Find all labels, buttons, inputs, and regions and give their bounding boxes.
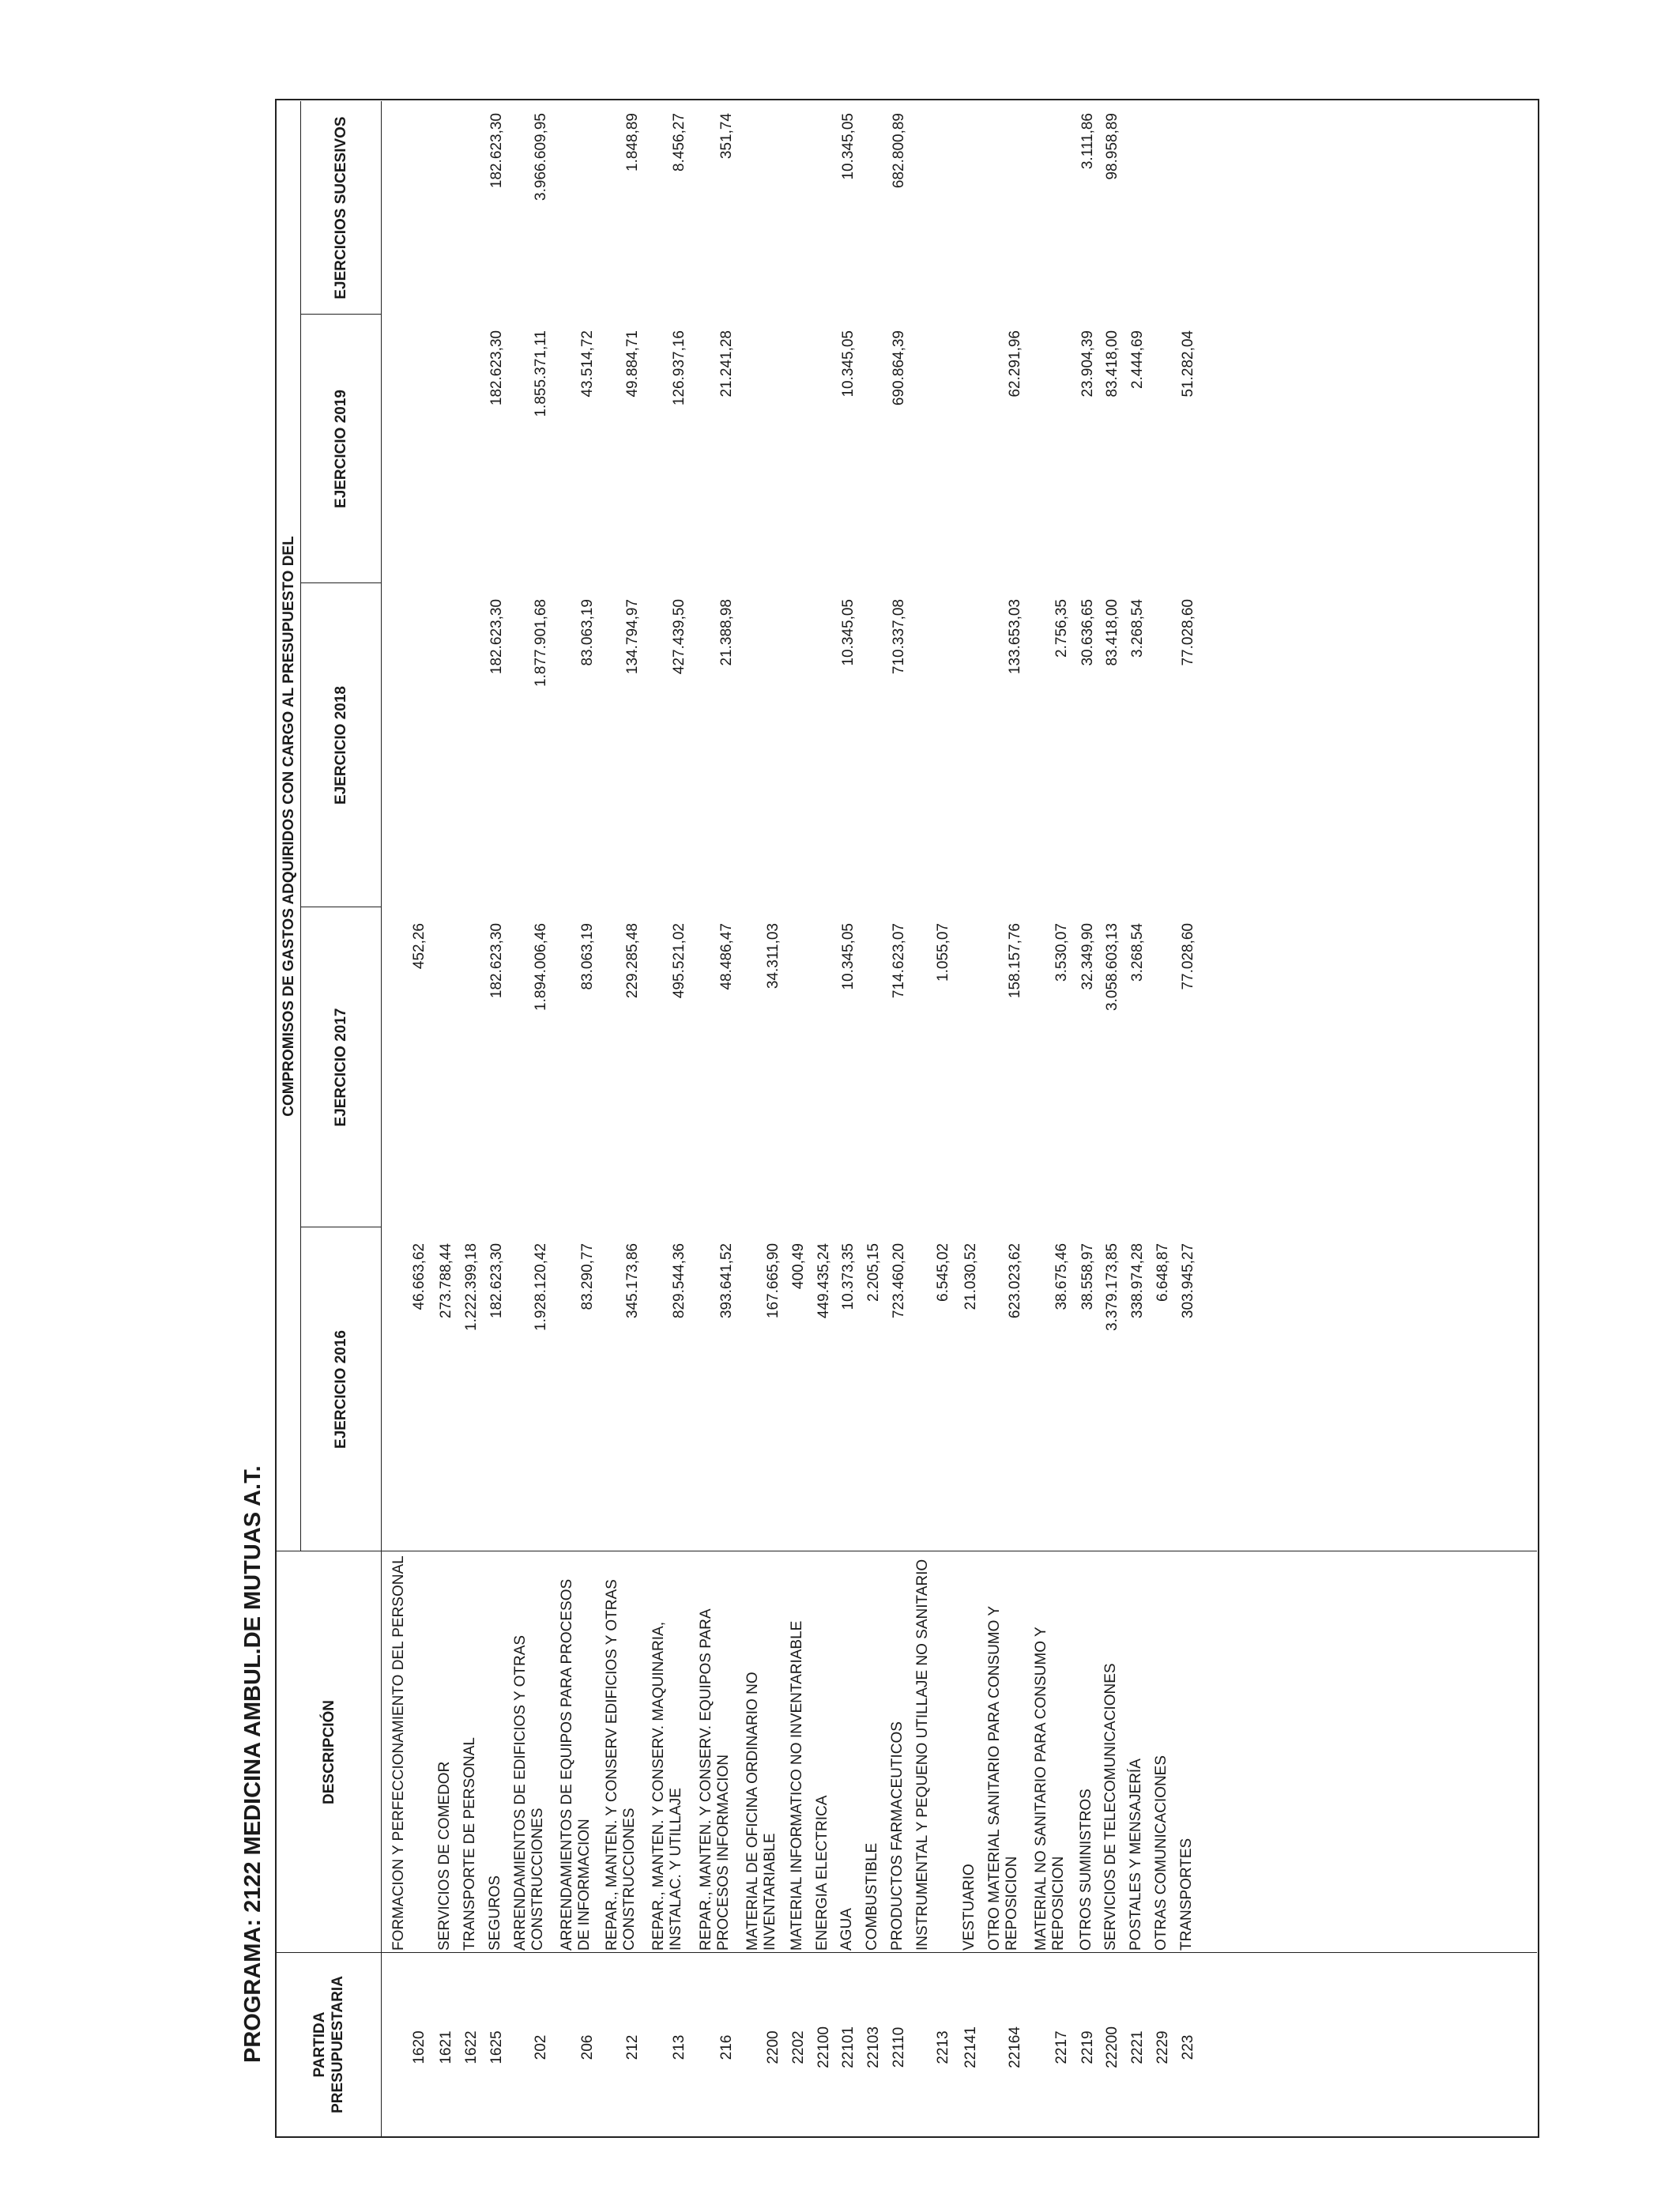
partida-code: 22103 xyxy=(865,2026,882,2068)
amount-cell: 303.945,27 xyxy=(1180,1243,1196,1319)
row-description: AGUA xyxy=(838,1908,855,1951)
commitments-table xyxy=(275,99,1539,2138)
row-description: MATERIAL NO SANITARIO PARA CONSUMO Y REPOSICION xyxy=(1033,1627,1067,1951)
amount-cell: 158.157,76 xyxy=(1007,923,1023,999)
partida-code: 212 xyxy=(624,2034,641,2060)
amount-cell: 452,26 xyxy=(411,923,428,970)
partida-code: 22100 xyxy=(816,2026,832,2068)
header-group: COMPROMISOS DE GASTOS ADQUIRIDOS CON CARGO AL PRESUPUESTO DEL xyxy=(280,536,297,1117)
partida-code: 1620 xyxy=(411,2030,428,2064)
amount-cell: 21.241,28 xyxy=(718,330,735,398)
amount-cell: 3.379.173,85 xyxy=(1104,1243,1121,1331)
partida-code: 1625 xyxy=(488,2030,505,2064)
partida-code: 22200 xyxy=(1104,2026,1121,2068)
amount-cell: 10.345,05 xyxy=(840,330,857,398)
amount-cell: 182.623,30 xyxy=(488,330,505,406)
partida-code: 2217 xyxy=(1053,2030,1070,2064)
amount-cell: 714.623,07 xyxy=(891,923,907,999)
amount-cell: 3.268,54 xyxy=(1129,923,1146,982)
amount-cell: 38.675,46 xyxy=(1053,1243,1070,1310)
amount-cell: 723.460,20 xyxy=(891,1243,907,1319)
amount-cell: 710.337,08 xyxy=(891,599,907,675)
amount-cell: 3.268,54 xyxy=(1129,599,1146,658)
column-rule-partida xyxy=(277,1952,1537,1953)
row-description: ARRENDAMIENTOS DE EDIFICIOS Y OTRAS CONSTRUCCIONES xyxy=(512,1634,546,1951)
row-description: ARRENDAMIENTOS DE EQUIPOS PARA PROCESOS DE INFORMACION xyxy=(559,1578,593,1951)
amount-cell: 77.028,60 xyxy=(1180,599,1196,666)
amount-cell: 1.055,07 xyxy=(935,923,951,982)
partida-code: 22101 xyxy=(840,2026,857,2068)
amount-cell: 345.173,86 xyxy=(624,1243,641,1319)
header-bottom-rule xyxy=(381,101,382,2136)
amount-cell: 3.058.603,13 xyxy=(1104,923,1121,1011)
partida-code: 2221 xyxy=(1129,2030,1146,2064)
partida-code: 2219 xyxy=(1079,2030,1096,2064)
row-description: SERVICIOS DE TELECOMUNICACIONES xyxy=(1102,1663,1119,1951)
amount-cell: 623.023,62 xyxy=(1007,1243,1023,1319)
document-sheet xyxy=(237,95,1545,2166)
row-description: REPAR., MANTEN. Y CONSERV. MAQUINARIA, INSTALAC. Y UTILLAJE xyxy=(650,1622,684,1951)
amount-cell: 83.063,19 xyxy=(579,923,596,990)
row-description: MATERIAL DE OFICINA ORDINARIO NO INVENTARIABLE xyxy=(744,1672,778,1951)
partida-code: 2213 xyxy=(935,2030,951,2064)
row-description: SERVICIOS DE COMEDOR xyxy=(436,1761,453,1951)
amount-cell: 8.456,27 xyxy=(671,113,687,172)
partida-code: 202 xyxy=(533,2034,549,2060)
amount-cell: 400,49 xyxy=(790,1243,807,1290)
row-description: COMBUSTIBLE xyxy=(864,1842,880,1951)
row-description: REPAR., MANTEN. Y CONSERV. EQUIPOS PARA PROCESOS INFORMACION xyxy=(698,1609,732,1951)
amount-cell: 182.623,30 xyxy=(488,599,505,675)
header-year-2017: EJERCICIO 2017 xyxy=(332,1008,349,1127)
amount-cell: 83.418,00 xyxy=(1104,330,1121,398)
partida-code: 22141 xyxy=(962,2026,979,2068)
amount-cell: 98.958,89 xyxy=(1104,113,1121,180)
partida-code: 216 xyxy=(718,2034,735,2060)
amount-cell: 23.904,39 xyxy=(1079,330,1096,398)
amount-cell: 229.285,48 xyxy=(624,923,641,999)
amount-cell: 1.928.120,42 xyxy=(533,1243,549,1331)
amount-cell: 1.848,89 xyxy=(624,113,641,172)
amount-cell: 3.530,07 xyxy=(1053,923,1070,982)
amount-cell: 30.636,65 xyxy=(1079,599,1096,666)
header-descripcion: DESCRIPCIÓN xyxy=(320,1700,337,1804)
row-description: POSTALES Y MENSAJERÍA xyxy=(1128,1759,1144,1951)
amount-cell: 3.966.609,95 xyxy=(533,113,549,201)
amount-cell: 6.648,87 xyxy=(1155,1243,1171,1302)
amount-cell: 2.756,35 xyxy=(1053,599,1070,658)
amount-cell: 682.800,89 xyxy=(891,113,907,189)
amount-cell: 393.641,52 xyxy=(718,1243,735,1319)
amount-cell: 49.884,71 xyxy=(624,330,641,398)
amount-cell: 83.063,19 xyxy=(579,599,596,666)
partida-code: 22110 xyxy=(891,2026,907,2068)
header-ejercicios-sucesivos: EJERCICIOS SUCESIVOS xyxy=(332,116,349,300)
amount-cell: 6.545,02 xyxy=(935,1243,951,1302)
partida-code: 206 xyxy=(579,2034,596,2060)
amount-cell: 21.388,98 xyxy=(718,599,735,666)
amount-cell: 829.544,36 xyxy=(671,1243,687,1319)
row-description: OTROS SUMINISTROS xyxy=(1078,1789,1094,1951)
amount-cell: 10.373,35 xyxy=(840,1243,857,1310)
amount-cell: 2.444,69 xyxy=(1129,330,1146,389)
partida-code: 1622 xyxy=(463,2030,480,2064)
program-title: PROGRAMA: 2122 MEDICINA AMBUL.DE MUTUAS A.T. xyxy=(240,1465,266,2063)
partida-code: 1621 xyxy=(438,2030,454,2064)
amount-cell: 51.282,04 xyxy=(1180,330,1196,398)
partida-code: 223 xyxy=(1180,2034,1196,2060)
amount-cell: 83.290,77 xyxy=(579,1243,596,1310)
amount-cell: 10.345,05 xyxy=(840,113,857,180)
amount-cell: 48.486,47 xyxy=(718,923,735,990)
partida-code: 2229 xyxy=(1155,2030,1171,2064)
amount-cell: 38.558,97 xyxy=(1079,1243,1096,1310)
row-description: SEGUROS xyxy=(487,1875,503,1951)
amount-cell: 134.794,97 xyxy=(624,599,641,675)
row-description: TRANSPORTES xyxy=(1178,1838,1195,1951)
partida-code: 2202 xyxy=(790,2030,807,2064)
row-description: INSTRUMENTAL Y PEQUENO UTILLAJE NO SANITARIO xyxy=(914,1559,931,1951)
partida-code: 2200 xyxy=(765,2030,782,2064)
header-year-2019: EJERCICIO 2019 xyxy=(332,390,349,508)
amount-cell: 1.222.399,18 xyxy=(463,1243,480,1331)
amount-cell: 495.521,02 xyxy=(671,923,687,999)
header-partida: PARTIDA PRESUPUESTARIA xyxy=(311,1976,346,2113)
partida-code: 213 xyxy=(671,2034,687,2060)
amount-cell: 43.514,72 xyxy=(579,330,596,398)
amount-cell: 10.345,05 xyxy=(840,599,857,666)
amount-cell: 1.894.006,46 xyxy=(533,923,549,1011)
row-description: MATERIAL INFORMATICO NO INVENTARIABLE xyxy=(789,1620,805,1951)
partida-code: 22164 xyxy=(1007,2026,1023,2068)
amount-cell: 1.877.901,68 xyxy=(533,599,549,687)
amount-cell: 126.937,16 xyxy=(671,330,687,406)
amount-cell: 83.418,00 xyxy=(1104,599,1121,666)
amount-cell: 351,74 xyxy=(718,113,735,160)
amount-cell: 690.864,39 xyxy=(891,330,907,406)
amount-cell: 34.311,03 xyxy=(765,923,782,990)
header-year-2016: EJERCICIO 2016 xyxy=(332,1330,349,1449)
amount-cell: 182.623,30 xyxy=(488,923,505,999)
amount-cell: 21.030,52 xyxy=(962,1243,979,1310)
amount-cell: 2.205,15 xyxy=(865,1243,882,1302)
row-description: PRODUCTOS FARMACEUTICOS xyxy=(889,1721,906,1951)
amount-cell: 133.653,03 xyxy=(1007,599,1023,675)
amount-cell: 62.291,96 xyxy=(1007,330,1023,398)
amount-cell: 273.788,44 xyxy=(438,1243,454,1319)
amount-cell: 3.111,86 xyxy=(1079,113,1096,170)
row-description: OTRAS COMUNICACIONES xyxy=(1153,1755,1170,1951)
amount-cell: 46.663,62 xyxy=(411,1243,428,1310)
row-description: FORMACION Y PERFECCIONAMIENTO DEL PERSONAL xyxy=(390,1555,407,1951)
amount-cell: 32.349,90 xyxy=(1079,923,1096,990)
amount-cell: 338.974,28 xyxy=(1129,1243,1146,1319)
amount-cell: 182.623,30 xyxy=(488,113,505,189)
row-description: ENERGIA ELECTRICA xyxy=(814,1795,831,1951)
row-description: REPAR., MANTEN. Y CONSERV EDIFICIOS Y OTRAS CONSTRUCCIONES xyxy=(604,1579,638,1951)
row-description: VESTUARIO xyxy=(961,1864,977,1951)
amount-cell: 182.623,30 xyxy=(488,1243,505,1319)
row-description: TRANSPORTE DE PERSONAL xyxy=(461,1737,478,1951)
amount-cell: 449.435,24 xyxy=(816,1243,832,1319)
row-description: OTRO MATERIAL SANITARIO PARA CONSUMO Y REPOSICION xyxy=(986,1606,1020,1951)
amount-cell: 167.665,90 xyxy=(765,1243,782,1319)
amount-cell: 427.439,50 xyxy=(671,599,687,675)
amount-cell: 10.345,05 xyxy=(840,923,857,990)
amount-cell: 1.855.371,11 xyxy=(533,330,549,417)
header-year-2018: EJERCICIO 2018 xyxy=(332,686,349,805)
amount-cell: 77.028,60 xyxy=(1180,923,1196,990)
